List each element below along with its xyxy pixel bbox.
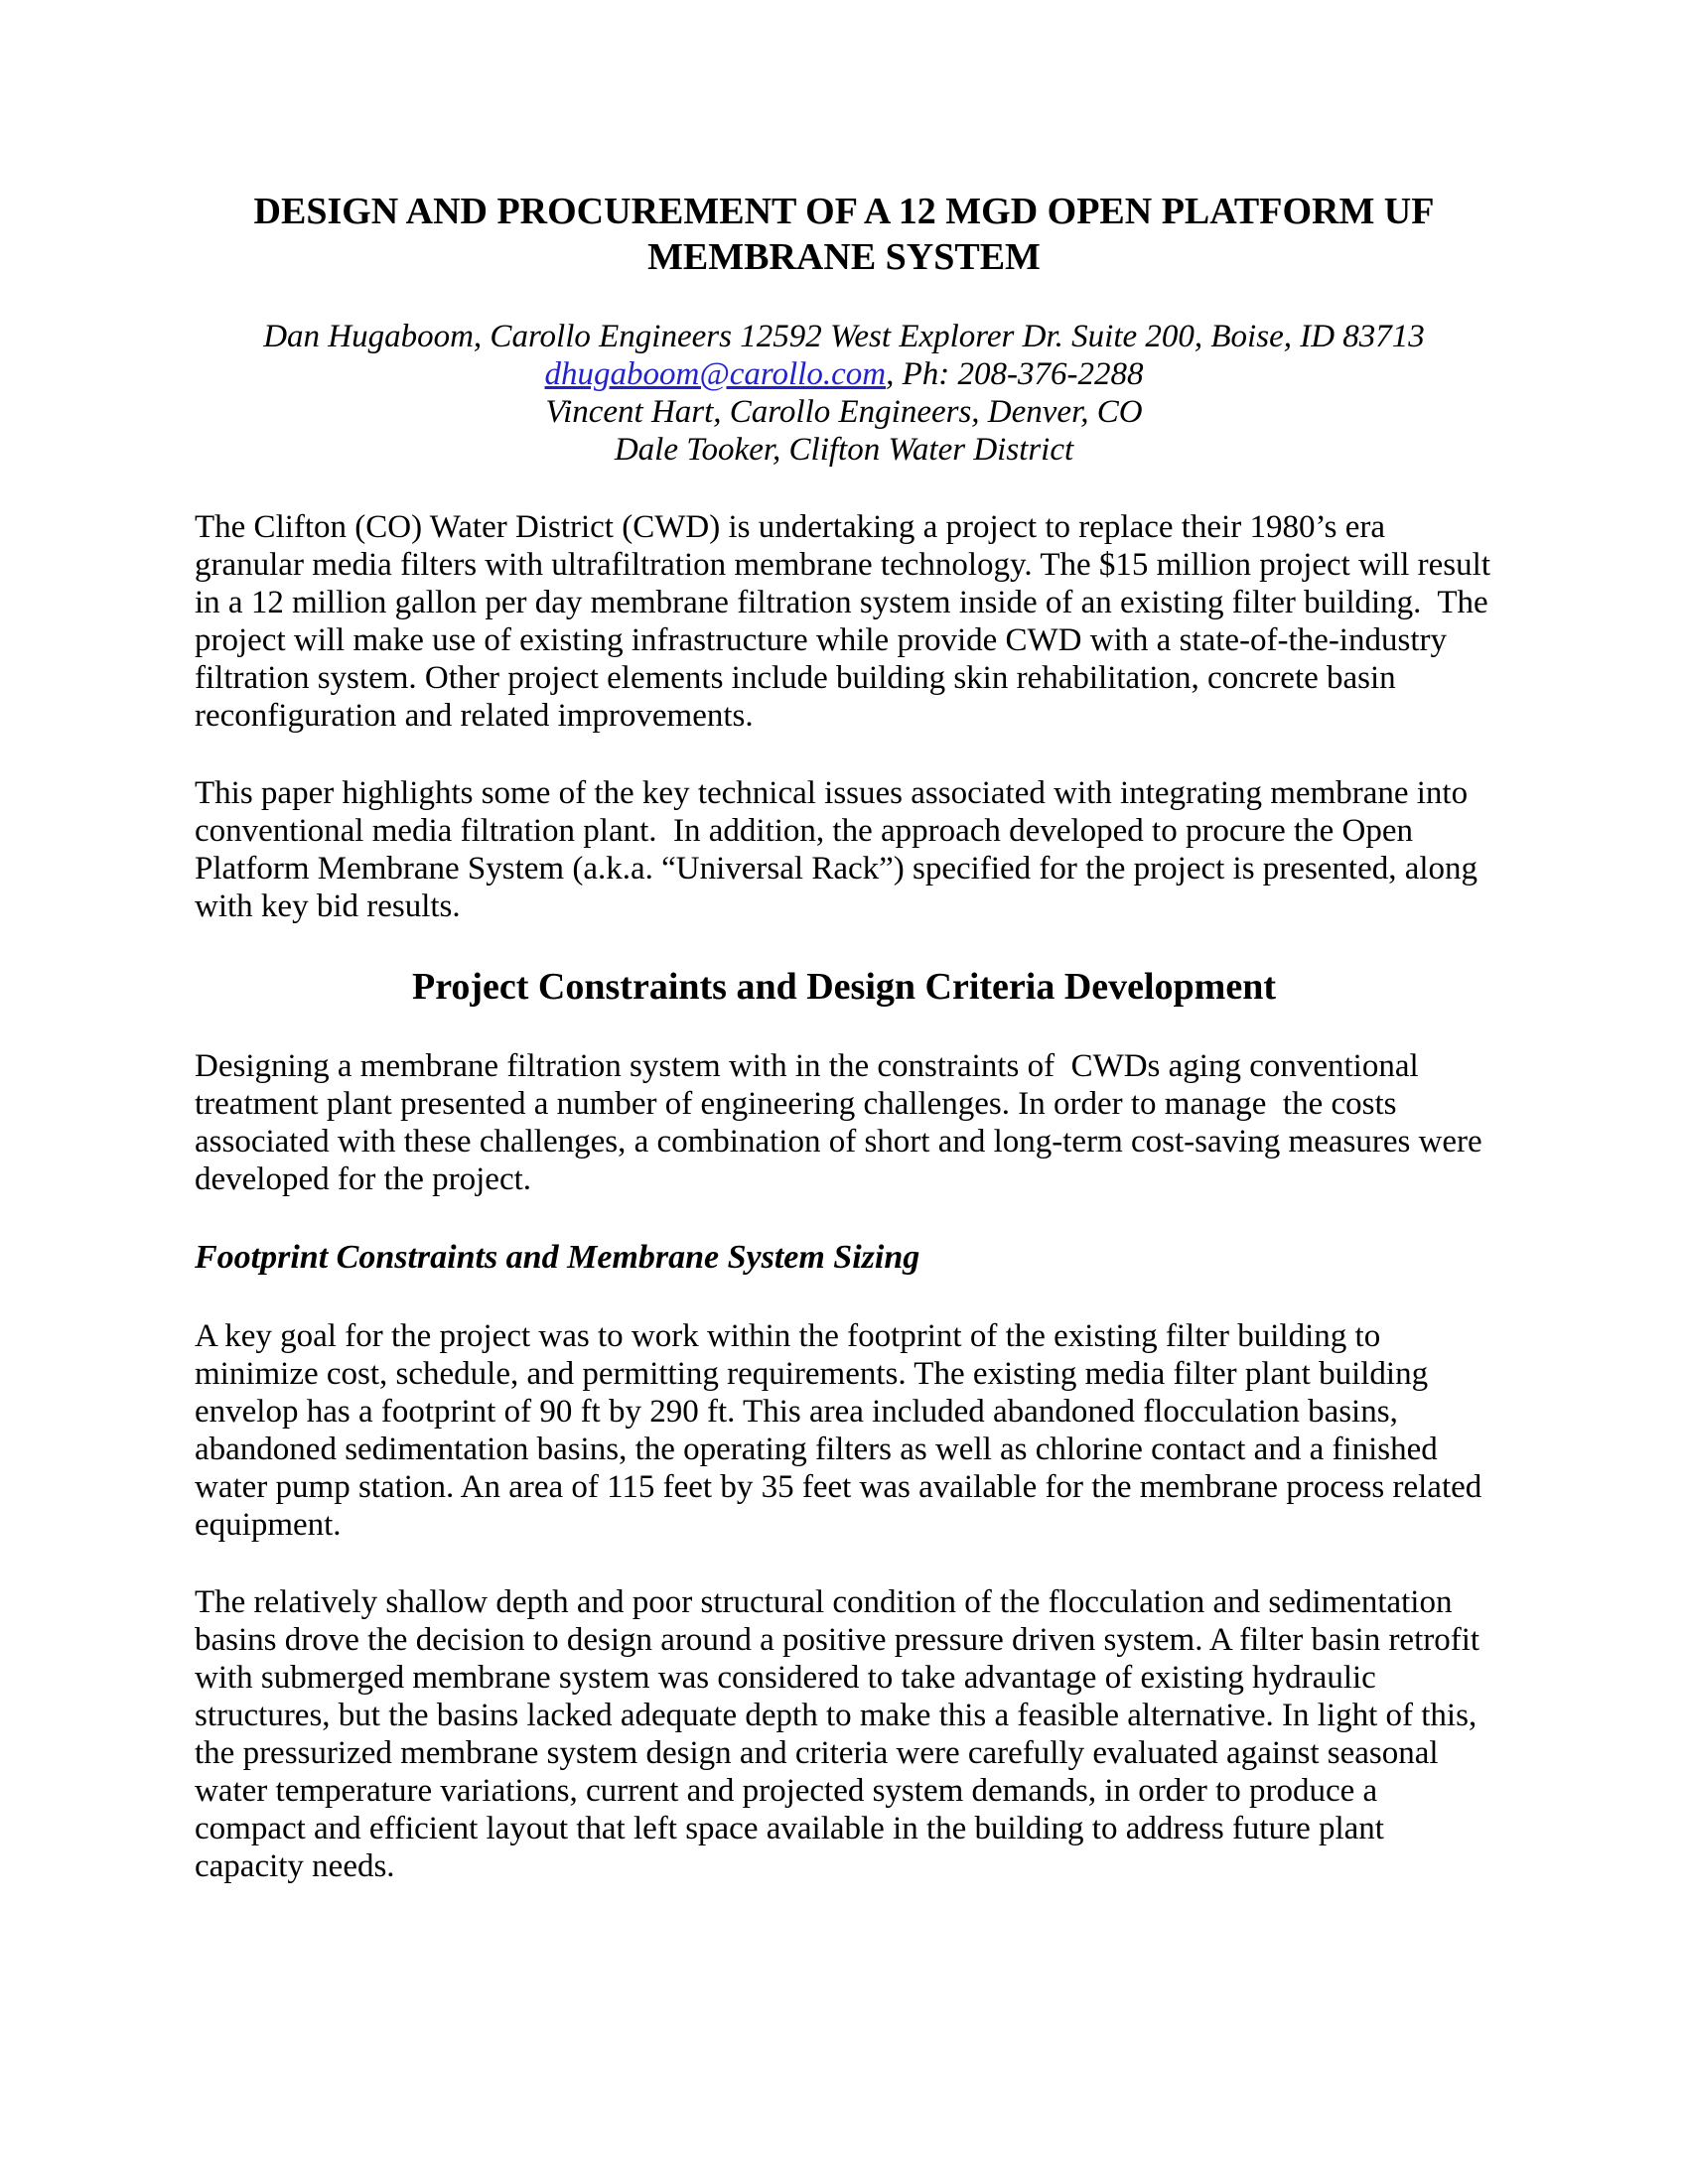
- author-line-primary: Dan Hugaboom, Carollo Engineers 12592 West Explorer Dr. Suite 200, Boise, ID 83713: [263, 319, 1425, 354]
- page-title-line-1: DESIGN AND PROCUREMENT OF A 12 MGD OPEN PLATFORM UF: [253, 191, 1435, 232]
- abstract-paragraph-2: This paper highlights some of the key technical issues associated with integrating membrane into conventional media filtration plant. In addition, the approach developed to procure the Open Platform Membrane System (a.k.a. “Universal Rack”) specified for the project is presented, along with key bid results.: [195, 775, 1486, 924]
- section-paragraph-3: The relatively shallow depth and poor structural condition of the flocculation and sedimentation basins drove the decision to design around a positive pressure driven system. A filter basin retrofit with submerged membrane system was considered to take advantage of existing hydraulic structures, but the basins lacked adequate depth to make this a feasible alternative. In light of this, the pressurized membrane system design and criteria were carefully evaluated against seasonal water temperature variations, current and projected system demands, in order to produce a compact and efficient layout that left space available in the building to address future plant capacity needs.: [195, 1584, 1488, 1884]
- subsection-heading: Footprint Constraints and Membrane System Sizing: [195, 1239, 920, 1276]
- abstract-paragraph-1: The Clifton (CO) Water District (CWD) is undertaking a project to replace their 1980’s era granular media filters with ultrafiltration membrane technology. The $15 million project will result in a 12 million gallon per day membrane filtration system inside of an existing filter building. The project will make use of existing infrastructure while provide CWD with a state-of-the-industry filtration system. Other project elements include building skin rehabilitation, concrete basin reconfiguration and related improvements.: [195, 509, 1499, 734]
- author-block: [195, 318, 1493, 469]
- author-contact-line: [195, 355, 1493, 393]
- phone-text: , Ph: 208-376-2288: [886, 356, 1144, 392]
- author-line-secondary: Vincent Hart, Carollo Engineers, Denver, CO: [545, 394, 1143, 430]
- email-link[interactable]: dhugaboom@carollo.com: [544, 356, 887, 392]
- page-title: [195, 189, 1493, 280]
- section-paragraph-1: Designing a membrane filtration system with in the constraints of CWDs aging conventional treatment plant presented a number of engineering challenges. In order to manage the costs associated with these challenges, a combination of short and long-term cost-saving measures were developed for the project.: [195, 1048, 1490, 1197]
- section-heading: Project Constraints and Design Criteria Development: [412, 966, 1276, 1008]
- page-title-line-2: MEMBRANE SYSTEM: [647, 236, 1041, 278]
- section-paragraph-2: A key goal for the project was to work within the footprint of the existing filter building to minimize cost, schedule, and permitting requirements. The existing media filter plant building envelop has a footprint of 90 ft by 290 ft. This area included abandoned flocculation basins, abandoned sedimentation basins, the operating filters as well as chlorine contact and a finished water pump station. An area of 115 feet by 35 feet was available for the membrane process related equipment.: [195, 1318, 1490, 1543]
- author-line-tertiary: Dale Tooker, Clifton Water District: [614, 432, 1074, 468]
